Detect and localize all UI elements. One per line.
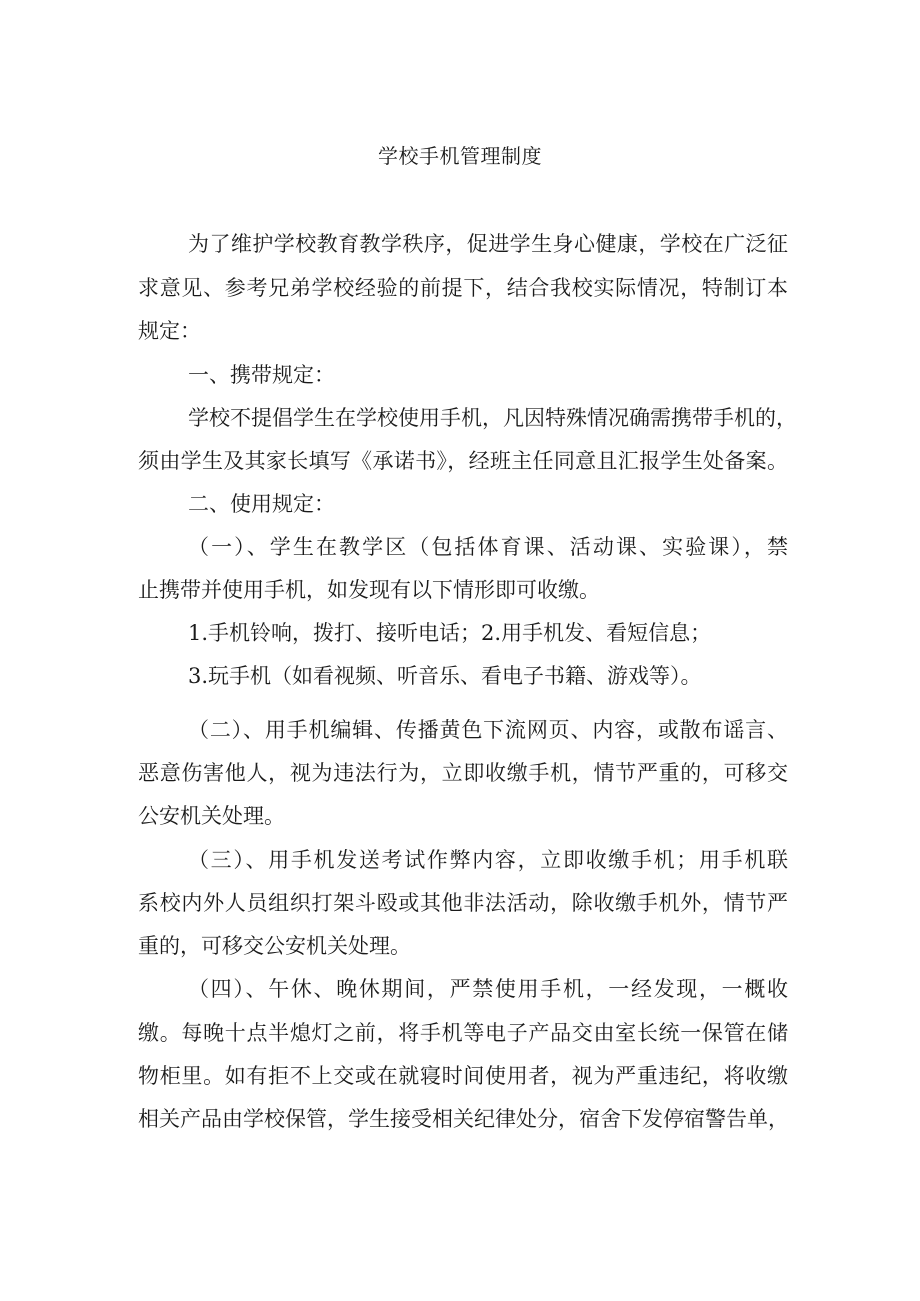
rule-3-line-3: 重的，可移交公安机关处理。 [138,934,411,958]
paragraph-intro-line-2: 求意见、参考兄弟学校经验的前提下，结合我校实际情况，特制订本 [138,276,788,300]
document-title: 学校手机管理制度 [378,144,542,168]
rule-3-line-1: （三）、用手机发送考试作弊内容，立即收缴手机；用手机联 [188,848,788,872]
rule-1-line-1: （一）、学生在教学区（包括体育课、活动课、实验课），禁 [188,535,788,559]
rule-1-item-3: 3.玩手机（如看视频、听音乐、看电子书籍、游戏等）。 [188,664,702,688]
rule-1-line-2: 止携带并使用手机，如发现有以下情形即可收缴。 [138,578,600,602]
section-heading-use: 二、使用规定： [188,492,335,516]
paragraph-carry-line-2: 须由学生及其家长填写《承诺书》，经班主任同意且汇报学生处备案。 [138,449,788,473]
paragraph-carry-line-1: 学校不提倡学生在学校使用手机，凡因特殊情况确需携带手机的， [188,406,797,430]
rule-3-line-2: 系校内外人员组织打架斗殴或其他非法活动，除收缴手机外，情节严 [138,891,788,915]
paragraph-intro-line-3: 规定： [138,319,201,343]
rule-4-line-4: 相关产品由学校保管，学生接受相关纪律处分，宿舍下发停宿警告单， [138,1107,789,1131]
rule-1-item-1-2: 1.手机铃响，拨打、接听电话；2.用手机发、看短信息； [188,621,712,645]
paragraph-intro-line-1: 为了维护学校教育教学秩序，促进学生身心健康，学校在广泛征 [188,232,788,256]
rule-2-line-3: 公安机关处理。 [138,804,285,828]
rule-2-line-1: （二）、用手机编辑、传播黄色下流网页、内容，或散布谣言、 [188,718,788,742]
rule-4-line-2: 缴。每晚十点半熄灯之前，将手机等电子产品交由室长统一保管在储 [138,1021,788,1045]
rule-4-line-3: 物柜里。如有拒不上交或在就寝时间使用者，视为严重违纪，将收缴 [138,1064,788,1088]
rule-4-line-1: （四）、午休、晚休期间，严禁使用手机，一经发现，一概收 [188,977,788,1001]
rule-2-line-2: 恶意伤害他人，视为违法行为，立即收缴手机，情节严重的，可移交 [138,761,788,785]
section-heading-carry: 一、携带规定： [188,363,335,387]
